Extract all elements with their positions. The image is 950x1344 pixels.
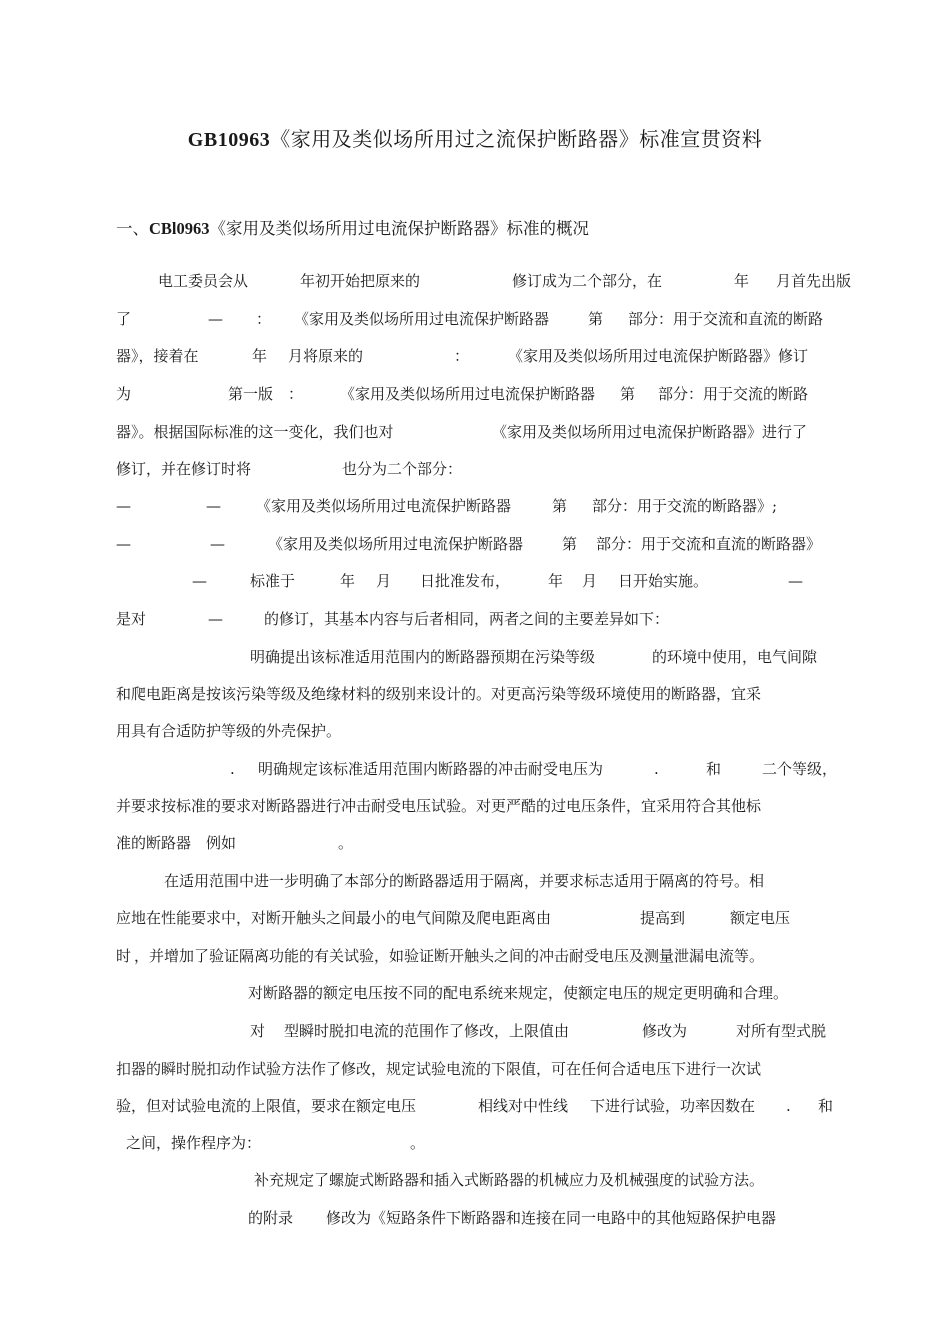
text-segment: — bbox=[206, 497, 221, 515]
title-code: GB10963 bbox=[187, 129, 271, 151]
text-segment: 在适用范围中进一步明确了本部分的断路器适用于隔离，并要求标志适用于隔离的符号。相 bbox=[164, 872, 765, 890]
text-segment: 明确提出该标准适用范围内的断路器预期在污染等级 bbox=[250, 648, 596, 666]
text-segment: 年 bbox=[548, 572, 564, 590]
section-heading bbox=[116, 215, 589, 239]
text-segment: — bbox=[208, 310, 223, 328]
text-segment: 验，但对试验电流的上限值，要求在额定电压 bbox=[116, 1097, 417, 1115]
text-segment: 。 bbox=[410, 1134, 426, 1152]
text-segment: 修改为 bbox=[642, 1022, 688, 1040]
page-title bbox=[0, 123, 950, 152]
text-segment: 例如 bbox=[206, 834, 237, 852]
body-line bbox=[116, 420, 838, 444]
text-segment: 对 bbox=[250, 1022, 266, 1040]
text-segment: 修改为《短路条件下断路器和连接在同一电路中的其他短路保护电器 bbox=[326, 1209, 777, 1227]
text-segment: 下进行试验，功率因数在 bbox=[590, 1097, 756, 1115]
text-segment: 和爬电距离是按该污染等级及绝缘材料的级别来设计的。对更高污染等级环境使用的断路器，宜采 bbox=[116, 685, 762, 703]
body-line bbox=[116, 981, 838, 1005]
text-segment: 月将原来的 bbox=[288, 347, 364, 365]
text-segment: 部分：用于交流的断路 bbox=[658, 385, 809, 403]
body-line bbox=[116, 1057, 838, 1081]
body-line bbox=[116, 645, 838, 669]
text-segment: 第 bbox=[562, 535, 578, 553]
text-segment: 《家用及类似场所用过电流保护断路器》修订 bbox=[508, 347, 809, 365]
text-segment: 和 bbox=[818, 1097, 834, 1115]
section-heading-text: 《家用及类似场所用过电流保护断路器》标准的概况 bbox=[209, 219, 590, 238]
body-line bbox=[116, 757, 838, 781]
text-segment: 年 bbox=[252, 347, 268, 365]
text-segment: 之间，操作程序为： bbox=[126, 1134, 262, 1152]
body-line bbox=[116, 1019, 838, 1043]
text-segment: 用具有合适防护等级的外壳保护。 bbox=[116, 722, 342, 740]
text-segment: ： bbox=[288, 385, 304, 403]
text-segment: 了 bbox=[116, 310, 132, 328]
text-segment: 电工委员会从 bbox=[158, 272, 249, 290]
text-segment: 月首先出版 bbox=[776, 272, 852, 290]
text-segment: 《家用及类似场所用过电流保护断路器 bbox=[256, 497, 512, 515]
text-segment: 部分：用于交流和直流的断路器》 bbox=[596, 535, 822, 553]
text-segment: 对断路器的额定电压按不同的配电系统来规定，使额定电压的规定更明确和合理。 bbox=[248, 984, 789, 1002]
body-line bbox=[116, 869, 838, 893]
body-line bbox=[116, 344, 838, 368]
text-segment: . bbox=[230, 760, 235, 778]
text-segment: 第一版 bbox=[228, 385, 274, 403]
text-segment: 器》，接着在 bbox=[116, 347, 199, 365]
text-segment: 《家用及类似场所用过电流保护断路器 bbox=[268, 535, 524, 553]
text-segment: 明确规定该标准适用范围内断路器的冲击耐受电压为 bbox=[258, 760, 604, 778]
body-line bbox=[116, 307, 838, 331]
text-segment: 修订，并在修订时将 bbox=[116, 460, 252, 478]
text-segment: 部分：用于交流的断路器》; bbox=[592, 497, 778, 515]
text-segment: 的附录 bbox=[248, 1209, 294, 1227]
text-segment: 也分为二个部分： bbox=[342, 460, 463, 478]
body-line bbox=[116, 532, 838, 556]
text-segment: 日开始实施。 bbox=[618, 572, 709, 590]
text-segment: 和 bbox=[706, 760, 722, 778]
text-segment: 为 bbox=[116, 385, 132, 403]
body-line bbox=[116, 682, 838, 706]
text-segment: 修订成为二个部分，在 bbox=[512, 272, 663, 290]
text-segment: . bbox=[654, 760, 659, 778]
text-segment: 准的断路器 bbox=[116, 834, 192, 852]
text-segment: 月 bbox=[376, 572, 392, 590]
text-segment: 相线对中性线 bbox=[478, 1097, 569, 1115]
text-segment: 。 bbox=[338, 834, 354, 852]
section-code: CBl0963 bbox=[149, 219, 210, 238]
text-segment: — bbox=[208, 610, 223, 628]
text-segment: 应地在性能要求中，对断开触头之间最小的电气间隙及爬电距离由 bbox=[116, 909, 552, 927]
body-line bbox=[116, 607, 838, 631]
text-segment: 额定电压 bbox=[730, 909, 791, 927]
text-segment: ： bbox=[256, 310, 272, 328]
text-segment: ： bbox=[454, 347, 470, 365]
text-segment: 第 bbox=[588, 310, 604, 328]
body-line bbox=[116, 382, 838, 406]
body-line bbox=[116, 944, 838, 968]
text-segment: — bbox=[116, 535, 131, 553]
body-line bbox=[116, 457, 838, 481]
text-segment: 月 bbox=[582, 572, 598, 590]
text-segment: 部分：用于交流和直流的断路 bbox=[628, 310, 824, 328]
body-line bbox=[116, 269, 852, 293]
text-segment: 年 bbox=[734, 272, 750, 290]
title-text: 《家用及类似场所用过之流保护断路器》标准宣贯资料 bbox=[270, 127, 763, 151]
body-line bbox=[116, 719, 838, 743]
text-segment: 是对 bbox=[116, 610, 147, 628]
text-segment: 器》。根据国际标准的这一变化，我们也对 bbox=[116, 423, 394, 441]
text-segment: 日批准发布， bbox=[420, 572, 511, 590]
text-segment: 对所有型式脱 bbox=[736, 1022, 827, 1040]
text-segment: 年 bbox=[340, 572, 356, 590]
text-segment: — bbox=[210, 535, 225, 553]
text-segment: 第 bbox=[552, 497, 568, 515]
section-number: 一、 bbox=[116, 219, 149, 238]
text-segment: 《家用及类似场所用过电流保护断路器 bbox=[294, 310, 550, 328]
text-segment: — bbox=[788, 572, 803, 590]
text-segment: 第 bbox=[620, 385, 636, 403]
body-line bbox=[116, 1131, 838, 1155]
body-line bbox=[116, 906, 838, 930]
body-line bbox=[116, 831, 838, 855]
body-line bbox=[116, 494, 838, 518]
body-line bbox=[116, 1168, 838, 1192]
text-segment: 的修订，其基本内容与后者相同，两者之间的主要差异如下： bbox=[264, 610, 670, 628]
text-segment: 《家用及类似场所用过电流保护断路器 bbox=[340, 385, 596, 403]
text-segment: 提高到 bbox=[640, 909, 686, 927]
text-segment: 型瞬时脱扣电流的范围作了修改，上限值由 bbox=[284, 1022, 570, 1040]
text-segment: 的环境中使用，电气间隙 bbox=[652, 648, 818, 666]
body-line bbox=[116, 794, 838, 818]
text-segment: — bbox=[192, 572, 207, 590]
text-segment: 并要求按标准的要求对断路器进行冲击耐受电压试验。对更严酷的过电压条件，宜采用符合其他标 bbox=[116, 797, 762, 815]
text-segment: 《家用及类似场所用过电流保护断路器》进行了 bbox=[492, 423, 808, 441]
body-line bbox=[116, 1094, 838, 1118]
text-segment: . bbox=[786, 1097, 791, 1115]
text-segment: 二个等级， bbox=[762, 760, 838, 778]
text-segment: 年初开始把原来的 bbox=[300, 272, 421, 290]
text-segment: 时 bbox=[116, 947, 132, 965]
text-segment: ，并增加了验证隔离功能的有关试验，如验证断开触头之间的冲击耐受电压及测量泄漏电流等。 bbox=[134, 947, 765, 965]
text-segment: 标准于 bbox=[250, 572, 296, 590]
text-segment: 补充规定了螺旋式断路器和插入式断路器的机械应力及机械强度的试验方法。 bbox=[254, 1171, 765, 1189]
text-segment: — bbox=[116, 497, 131, 515]
body-line bbox=[116, 1206, 838, 1230]
body-line bbox=[116, 569, 838, 593]
text-segment: 扣器的瞬时脱扣动作试验方法作了修改，规定试验电流的下限值，可在任何合适电压下进行一次试 bbox=[116, 1060, 762, 1078]
